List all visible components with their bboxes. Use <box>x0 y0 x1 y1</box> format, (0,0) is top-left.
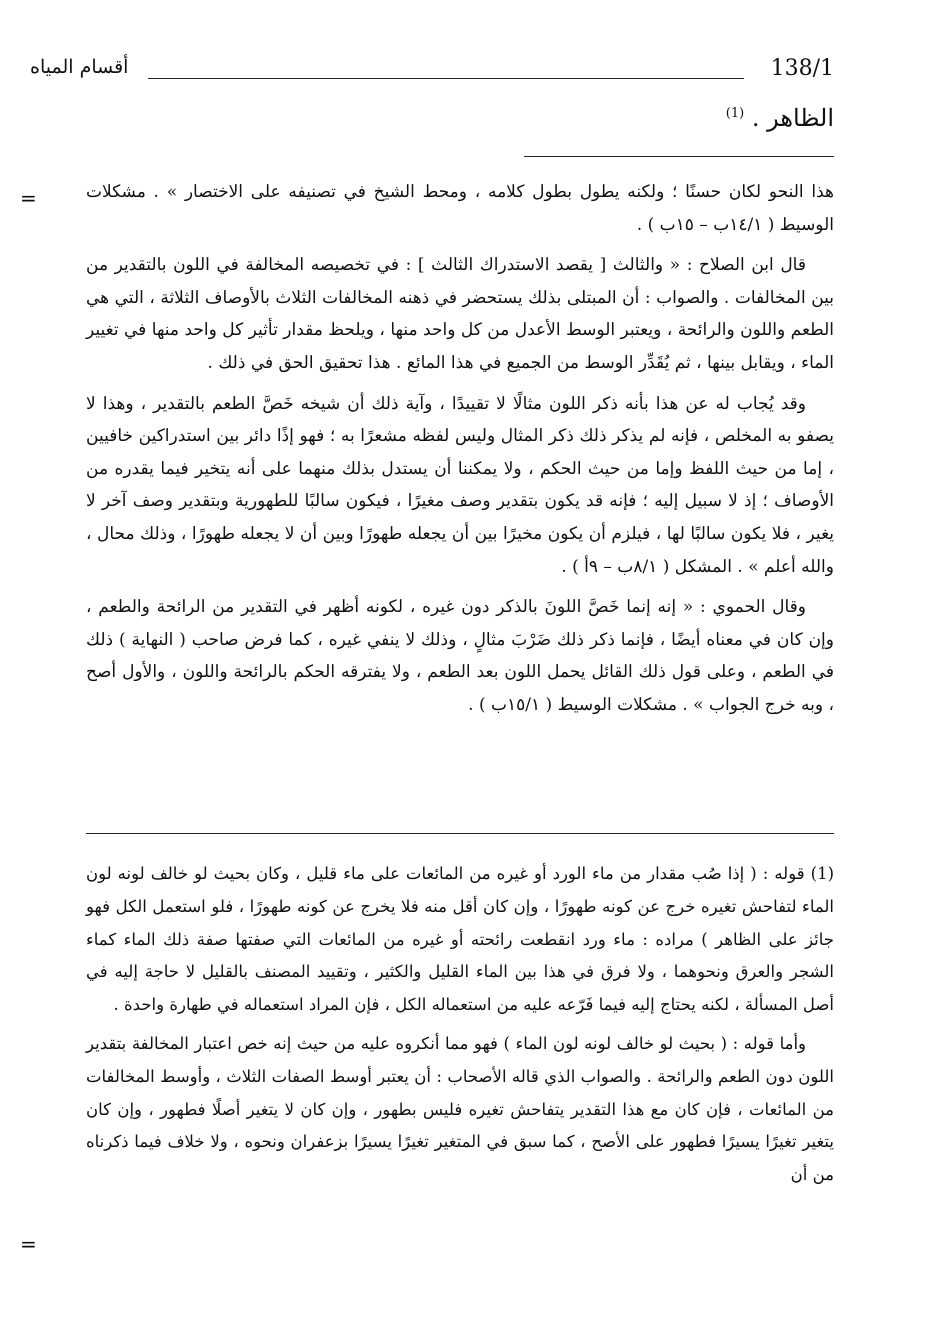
separator-rule <box>524 156 834 157</box>
paragraph: وقال الحموي : « إنه إنما خَصَّ اللونَ بالذكر دون غيره ، لكونه أظهر في التقدير من الرائحة والطعم ، وإن كان في معناه أيضًا ، فإنما ذكر ذلك ضَرْبَ مثالٍ ، وذلك لا ينفي غيره ، كما فرض صاحب ( النهاية ) ذلك في الطعم ، وعلى قول ذلك القائل يحمل اللون بعد الطعم ، ولا يفترقه الحكم بالرائحة واللون ، والأول أصح ، وبه خرج الجواب » . مشكلات الوسيط ( ١٥/١ب ) . <box>86 597 834 715</box>
footnote: (1) قوله : ( إذا صُب مقدار من ماء الورد أو غيره من المائعات على ماء قليل ، وكان بحيث لو خالف لونه لون الماء لتفاحش تغيره خرج عن كونه طهورًا ، وإن كان أقل منه فلا يخرج عن كونه طهورًا ، فلو استعمل الكل فهو جائز على الظاهر ) مراده : ماء ورد انقطعت رائحته أو غيره من المائعات التي صفتها صفة ذلك الماء كماء الشجر والعرق ونحوهما ، ولا فرق في هذا بين الماء القليل والكثير ، وتقييد المصنف بالقليل لا حاجة إليه في أصل المسألة ، لكنه يحتاج إليه فيما فَرّعه عليه من استعماله الكل ، فإن المراد استعماله في طهارة واحدة . <box>86 864 834 1015</box>
paragraph: وقد يُجاب له عن هذا بأنه ذكر اللون مثالًا لا تقييدًا ، وآية ذلك أن شيخه خَصَّ الطعم بالتقدير ، وهذا لا يصفو به المخلص ، فإنه لم يذكر ذلك ذكر المثال وليس لفظه مشعرًا به ؛ فهو إذًا دائر بين استدراكين خافيين ، إما من حيث اللفظ وإما من حيث الحكم ، ولا يمكننا أن يستدل بذلك منهما على أنه يتخير فيما يقدره من الأوصاف ؛ إذ لا سبيل إليه ؛ فإنه قد يكون بتقدير وصف مغيرًا ، فيكون سالبًا للطهورية وبتقدير وصف آخر لا يغير ، فلا يكون سالبًا لها ، فيلزم أن يكون مخيرًا بين أن يجعله طهورًا وبين أن لا يجعله طهورًا ، وذلك محال ، والله أعلم » . المشكل ( ٨/١ب – ٩أ ) . <box>86 393 834 577</box>
continuation-mark: = <box>20 186 37 210</box>
footnotes <box>86 858 834 1198</box>
page-number: 138/1 <box>770 56 834 81</box>
footnote: وأما قوله : ( بحيث لو خالف لونه لون الماء ) فهو مما أنكروه عليه من حيث إنه خص اعتبار المخالفة بتقدير اللون دون الطعم والرائحة . والصواب الذي قاله الأصحاب : أن يعتبر أوسط الصفات الثلاث ، وأوسط المخالفات من المائعات ، فإن كان مع هذا التقدير يتفاحش تغيره فليس بطهور ، وإن كان لا يتغير أصلًا فطهور ، وإن كان يتغير تغيرًا يسيرًا فطهور على الأصح ، كما سبق في المتغير تغيرًا يسيرًا بزعفران ونحوه ، ولا خلاف فيما ذكرناه من أن <box>86 1033 834 1185</box>
commentary-text <box>86 176 834 730</box>
continuation-line <box>726 104 834 132</box>
paragraph: هذا النحو لكان حسنًا ؛ ولكنه يطول بطول كلامه ، ومحط الشيخ في تصنيفه على الاختصار » . مشكلات الوسيط ( ١٤/١ب – ١٥ب ) . <box>86 182 834 235</box>
paragraph: قال ابن الصلاح : « والثالث [ يقصد الاستدراك الثالث ] : في تخصيصه المخالفة في اللون بالتقدير من بين المخالفات . والصواب : أن المبتلى بذلك يستحضر في ذهنه المخالفات الثلاث بالأوصاف الثلاثة ، التي هي الطعم واللون والرائحة ، ويعتبر الوسط الأعدل من كل واحد منها ، ويلحظ مقدار تأثير كل واحد منها في تغيير الماء ، ويقابل بينها ، ثم يُقَدِّر الوسط من الجميع في هذا المائع . هذا تحقيق الحق في ذلك . <box>86 255 834 373</box>
header-rule <box>148 78 744 79</box>
footnote-separator <box>86 833 834 834</box>
continuation-word: الظاهر . <box>751 104 834 132</box>
footnote-reference: (1) <box>725 106 745 121</box>
running-title: أقسام المياه <box>30 56 129 78</box>
page-header <box>30 52 834 92</box>
continuation-mark: = <box>20 1232 37 1256</box>
